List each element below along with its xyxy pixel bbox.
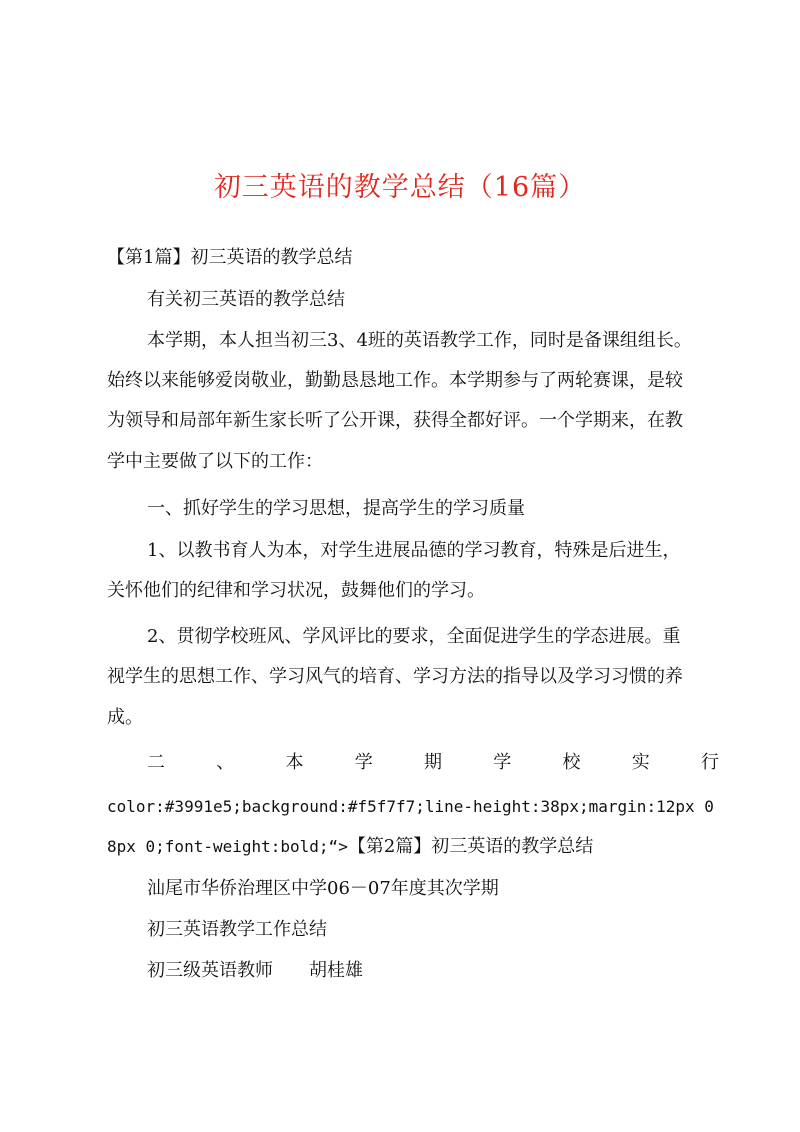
school-line: 汕尾市华侨治理区中学06－07年度其次学期 [147, 878, 499, 899]
code-fragment-line-2 [107, 835, 707, 859]
section-2-char: 二 [147, 752, 165, 773]
subheading-1: 有关初三英语的教学总结 [147, 289, 345, 310]
chapter-heading-2: 【第2篇】初三英语的教学总结 [347, 836, 594, 857]
document-title: 初三英语的教学总结（16篇） [213, 172, 587, 203]
code-fragment-line-1: color:#3991e5;background:#f5f7f7;line-height:38px;margin:12px 0 [107, 797, 714, 816]
code-fragment-tail: 8px 0;font-weight:bold;“> [107, 837, 348, 856]
chapter-heading-1: 【第1篇】初三英语的教学总结 [107, 247, 353, 268]
work-summary-title: 初三英语教学工作总结 [147, 919, 327, 940]
item-2-line-1: 2、贯彻学校班风、学风评比的要求，全面促进学生的学态进展。重 [147, 626, 681, 647]
section-2-char: 学 [354, 752, 373, 773]
section-1-title: 一、抓好学生的学习思想，提高学生的学习质量 [147, 498, 525, 519]
intro-line-4: 学中主要做了以下的工作： [107, 451, 323, 472]
intro-line-2: 始终以来能够爱岗敬业，勤勤恳恳地工作。本学期参与了两轮赛课，是较 [107, 370, 683, 391]
section-2-char: 校 [562, 752, 581, 773]
section-2-char: 、 [216, 752, 235, 773]
item-2-line-3: 成。 [107, 707, 143, 728]
section-2-title [147, 751, 719, 775]
teacher-line: 初三级英语教师 胡桂雄 [147, 960, 363, 981]
item-2-line-2: 视学生的思想工作、学习风气的培育、学习方法的指导以及学习习惯的养 [107, 666, 683, 687]
section-2-char: 本 [285, 752, 304, 773]
intro-line-1: 本学期，本人担当初三3、4班的英语教学工作，同时是备课组组长。 [147, 330, 692, 351]
item-1-line-2: 关怀他们的纪律和学习状况，鼓舞他们的学习。 [107, 580, 485, 601]
section-2-char: 学 [493, 752, 512, 773]
item-1-line-1: 1、以教书育人为本，对学生进展品德的学习教育，特殊是后进生， [147, 540, 681, 561]
section-2-char: 行 [701, 752, 719, 773]
section-2-char: 期 [424, 752, 442, 773]
section-2-char: 实 [631, 752, 650, 773]
intro-line-3: 为领导和局部年新生家长听了公开课，获得全都好评。一个学期来，在教 [107, 410, 683, 431]
